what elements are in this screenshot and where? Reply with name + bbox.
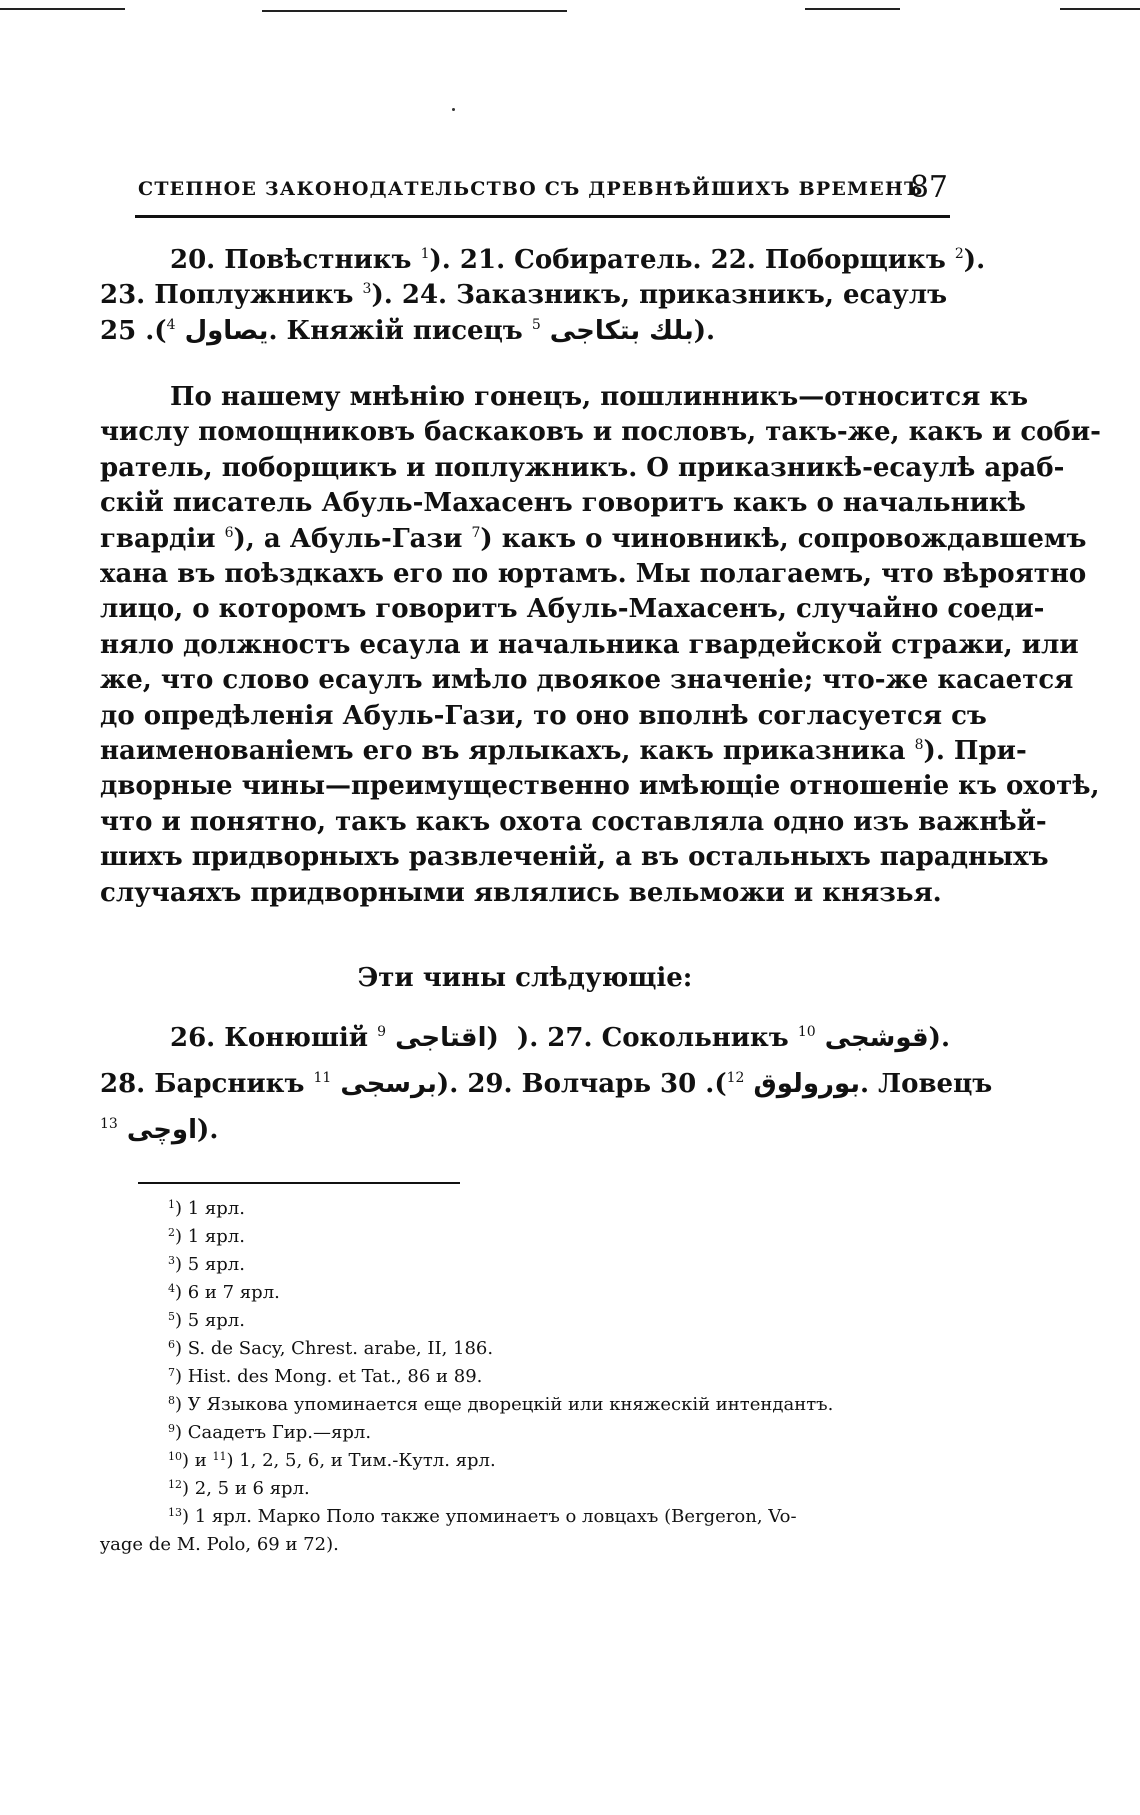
footnote-mark: 10 bbox=[168, 1450, 182, 1463]
footnote-mark: 6 bbox=[168, 1338, 175, 1351]
paragraph-line: что и понятно, такъ какъ охота составляла одно изъ важнѣй- bbox=[100, 806, 1047, 837]
enum2-row-2: 28. Барсникъ برسجى $^{11}$ ). 29. Волчарь بورولوق $^{12}$). 30. Ловецъ bbox=[100, 1069, 993, 1099]
arabic-term: بورولوق bbox=[753, 1069, 861, 1099]
footnote: $^{10}$) и $^{11}$) 1, 2, 5, 6, и Тим.-Кутл. ярл. bbox=[168, 1450, 496, 1471]
footnote-ref[interactable]: 13 bbox=[100, 1116, 118, 1132]
enum2-row-3: اوچى $^{13}$ ). bbox=[100, 1115, 219, 1145]
header-rule bbox=[135, 215, 950, 218]
footnote-continuation: yage de M. Polo, 69 и 72). bbox=[100, 1534, 339, 1555]
footnote-mark: 3 bbox=[168, 1254, 175, 1267]
subheading bbox=[100, 955, 950, 1001]
paragraph-line: По нашему мнѣнію гонецъ, пошлинникъ—относится къ bbox=[170, 382, 1029, 412]
footnote: $^5$) 5 ярл. bbox=[168, 1310, 245, 1331]
paragraph-line: случаяхъ придворными являлись вельможи и князья. bbox=[100, 877, 942, 908]
paragraph-line: лицо, о которомъ говоритъ Абуль-Махасенъ, случайно соеди- bbox=[100, 594, 1045, 625]
top-rule-right-1 bbox=[805, 8, 900, 10]
footnotes bbox=[100, 1195, 948, 1559]
arabic-term: برسجى bbox=[340, 1069, 437, 1099]
enum-line-2: 23. Поплужникъ $^3$). 24. Заказникъ, приказникъ, есаулъ bbox=[100, 280, 948, 311]
footnote-ref[interactable]: 2 bbox=[954, 246, 964, 262]
footnote: $^4$) 6 и 7 ярл. bbox=[168, 1282, 280, 1303]
footnote-ref[interactable]: 11 bbox=[313, 1070, 332, 1086]
footnote-ref[interactable]: 5 bbox=[531, 316, 541, 333]
footnote: $^{12}$) 2, 5 и 6 ярл. bbox=[168, 1478, 310, 1499]
footnote: $^9$) Саадетъ Гир.—ярл. bbox=[168, 1422, 372, 1443]
paragraph-line: наименованіемъ его въ ярлыкахъ, какъ приказника $^8$). При- bbox=[100, 736, 1027, 767]
footnote: $^{13}$) 1 ярл. Марко Поло также упоминаетъ о ловцахъ (Bergeron, Vo- bbox=[168, 1506, 797, 1527]
top-rule-right-2 bbox=[1060, 8, 1140, 10]
footnote: $^1$) 1 ярл. bbox=[168, 1198, 245, 1219]
footnote-mark: 13 bbox=[168, 1506, 182, 1519]
paragraph-line: дворные чины—преимущественно имѣющіе отношеніе къ охотѣ, bbox=[100, 771, 1100, 802]
footnote: $^8$) У Языкова упоминается еще дворецкій или княжескій интендантъ. bbox=[168, 1394, 834, 1415]
footnote-ref[interactable]: 1 bbox=[420, 246, 430, 262]
enum-line-1: 20. Повѣстникъ $^1$). 21. Собиратель. 22. Поборщикъ $^2$). bbox=[170, 245, 986, 275]
arabic-term: قوشجى bbox=[824, 1023, 929, 1053]
arabic-term: اقتاجى bbox=[395, 1023, 487, 1053]
footnote-mark: 4 bbox=[168, 1282, 175, 1295]
arabic-term: بلك بتكاجى bbox=[549, 315, 694, 346]
footnote-mark: 9 bbox=[168, 1422, 175, 1435]
subheading-text: Эти чины слѣдующіе: bbox=[357, 963, 693, 993]
paragraph-line: же, что слово есаулъ имѣло двоякое значеніе; что-же касается bbox=[100, 665, 1074, 696]
footnote-ref[interactable]: 4 bbox=[166, 316, 176, 333]
top-rule-left bbox=[0, 8, 125, 10]
footnote-rule bbox=[138, 1182, 460, 1184]
arabic-term: اوچى bbox=[126, 1115, 198, 1145]
footnote-mark: 12 bbox=[168, 1478, 182, 1491]
footnote-mark: 2 bbox=[168, 1226, 175, 1239]
footnote-mark: 7 bbox=[168, 1366, 175, 1379]
paragraph-line: числу помощниковъ баскаковъ и пословъ, такъ-же, какъ и соби- bbox=[100, 417, 1101, 448]
arabic-term: يصاول bbox=[184, 315, 269, 346]
footnote: $^7$) Hist. des Mong. et Tat., 86 и 89. bbox=[168, 1366, 483, 1387]
enum-line-3: يصاول $^4$). 25. Княжій писецъ بلك بتكاجى $^5$ ). bbox=[100, 315, 716, 346]
paragraph-line: гвардіи $^6$), а Абуль-Гази $^7$) какъ о чиновникѣ, сопровождавшемъ bbox=[100, 523, 1087, 554]
footnote-ref[interactable]: 3 bbox=[362, 281, 372, 298]
footnote: $^3$) 5 ярл. bbox=[168, 1254, 245, 1275]
footnote-ref[interactable]: 7 bbox=[471, 524, 481, 541]
footnote-ref[interactable]: 12 bbox=[726, 1070, 745, 1086]
paragraph-line: няло должностъ есаула и начальника гвардейской стражи, или bbox=[100, 629, 1079, 660]
footnote-ref[interactable]: 9 bbox=[377, 1024, 387, 1040]
paragraph-line: скій писатель Абуль-Махасенъ говоритъ какъ о начальникѣ bbox=[100, 488, 1026, 519]
footnote-mark: 8 bbox=[168, 1394, 175, 1407]
footnote-ref[interactable]: 8 bbox=[914, 737, 924, 754]
main-paragraph bbox=[100, 380, 1101, 911]
paragraph-line: шихъ придворныхъ развлеченій, а въ остальныхъ парадныхъ bbox=[100, 842, 1049, 873]
footnote: $^2$) 1 ярл. bbox=[168, 1226, 245, 1247]
enumeration-block-2 bbox=[100, 1015, 993, 1153]
enumeration-block-1 bbox=[100, 243, 986, 349]
running-head-title: СТЕПНОЕ ЗАКОНОДАТЕЛЬСТВО СЪ ДРЕВНѢЙШИХЪ ВРЕМЕНЪ bbox=[138, 178, 924, 200]
footnote-ref[interactable]: 6 bbox=[224, 524, 234, 541]
paragraph-line: до опредѣленія Абуль-Гази, то оно вполнѣ согласуется съ bbox=[100, 700, 987, 731]
footnote-mark: 1 bbox=[168, 1198, 175, 1211]
enum2-row-1: 26. Конюшій اقتاجى $^9$ ) ). 27. Сокольникъ قوشجى $^{10}$ ). bbox=[170, 1023, 950, 1053]
footnote-ref[interactable]: 10 bbox=[797, 1024, 816, 1040]
footnote-mark: 11 bbox=[212, 1450, 227, 1463]
paragraph-line: ратель, поборщикъ и поплужникъ. О приказникѣ-есаулѣ араб- bbox=[100, 452, 1065, 483]
paragraph-line: хана въ поѣздкахъ его по юртамъ. Мы полагаемъ, что вѣроятно bbox=[100, 559, 1087, 590]
print-speck bbox=[452, 108, 455, 111]
footnote: $^6$) S. de Sacy, Chrest. arabe, II, 186. bbox=[168, 1338, 494, 1359]
running-head bbox=[138, 170, 948, 210]
page-number: 87 bbox=[909, 170, 948, 205]
top-rule-middle bbox=[262, 10, 567, 12]
footnote-mark: 5 bbox=[168, 1310, 175, 1323]
